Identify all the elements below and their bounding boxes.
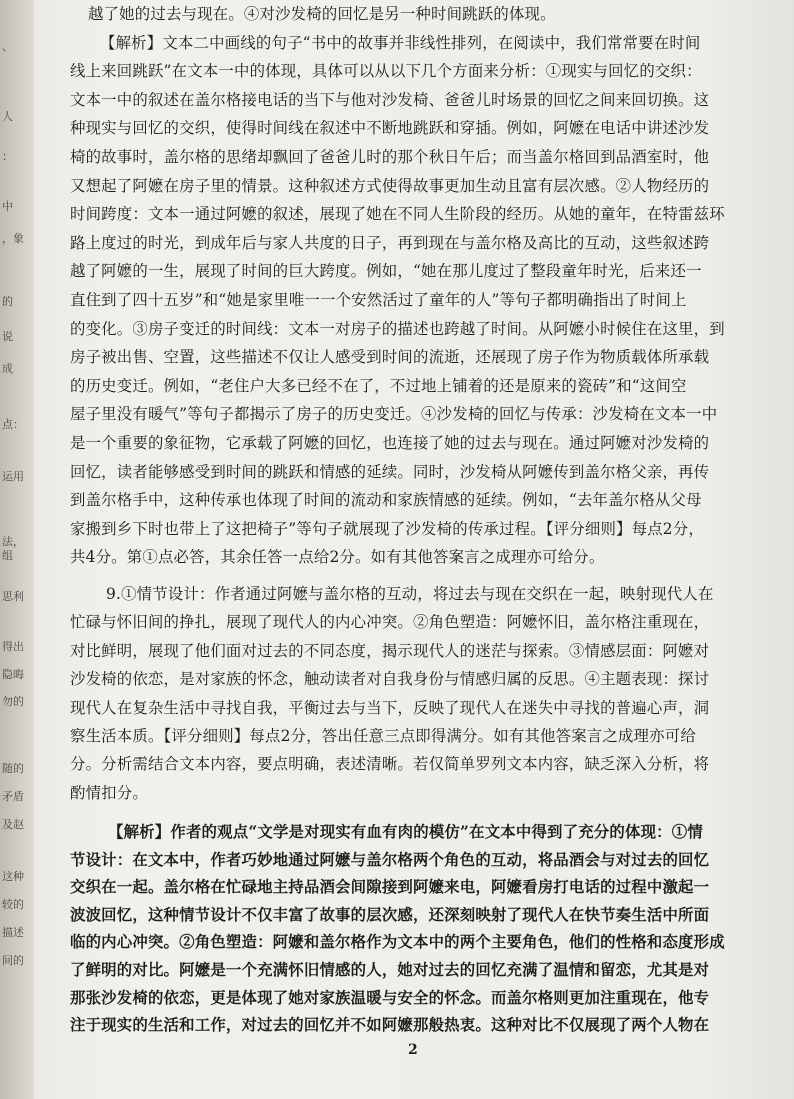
text-line: 线上来回跳跃”在文本一中的体现，具体可以从以下几个方面来分析：①现实与回忆的交织：	[70, 62, 702, 81]
margin-fragment: 思利	[2, 590, 24, 603]
margin-fragment: 较的	[2, 898, 24, 911]
margin-fragment: ，象	[2, 232, 24, 245]
margin-fragment: 法，组	[2, 535, 24, 562]
left-margin-binding	[0, 0, 34, 1099]
margin-fragment: 运用	[2, 470, 24, 483]
text-line: 是一个重要的象征物，它承载了阿嬷的回忆，也连接了她的过去与现在。通过阿嬷对沙发椅的	[70, 434, 710, 452]
margin-fragment: 间的	[2, 954, 24, 967]
margin-fragment: 描述	[2, 926, 24, 939]
margin-fragment: 成	[2, 362, 13, 375]
text-line: 注于现实的生活和工作，对过去的回忆并不如阿嬷那般热衷。这种对比不仅展现了两个人物在	[70, 1016, 710, 1035]
text-line: 种现实与回忆的交织，使得时间线在叙述中不断地跳跃和穿插。例如，阿嬷在电话中讲述沙发	[70, 119, 710, 138]
text-line: 了鲜明的对比。阿嬷是一个充满怀旧情感的人，她对过去的回忆充满了温情和留恋，尤其是对	[70, 961, 710, 979]
text-line: 节设计：在文本中，作者巧妙地通过阿嬷与盖尔格两个角色的互动，将品酒会与对过去的回忆	[70, 850, 710, 869]
text-line: 交织在一起。盖尔格在忙碌地主持品酒会间隙接到阿嬷来电，阿嬷看房打电话的过程中激起一	[70, 878, 710, 897]
margin-fragment: 中	[2, 200, 13, 213]
text-line: 时间跨度：文本一通过阿嬷的叙述，展现了她在不同人生阶段的经历。从她的童年，在特雷兹环	[70, 205, 725, 224]
text-line: 【解析】文本二中画线的句子“书中的故事并非线性排列，在阅读中，我们常常要在时间	[100, 33, 701, 52]
text-line: 路上度过的时光，到成年后与家人共度的日子，再到现在与盖尔格及高比的互动，这些叙述跨	[70, 233, 710, 252]
margin-fragment: 人	[2, 110, 13, 123]
text-line: 屋子里没有暖气”等句子都揭示了房子的历史变迁。④沙发椅的回忆与传承：沙发椅在文本一中	[70, 405, 718, 424]
margin-fragment: 说	[2, 330, 13, 343]
margin-fragment: 随的	[2, 762, 24, 775]
text-line: 的历史变迁。例如，“老住户大多已经不在了，不过地上铺着的还是原来的瓷砖”和“这间空	[70, 376, 687, 395]
text-line: 椅的故事时，盖尔格的思绪却飘回了爸爸儿时的那个秋日午后；而当盖尔格回到品酒室时，他	[70, 148, 710, 166]
text-line: 又想起了阿嬷在房子里的情景。这种叙述方式使得故事更加生动且富有层次感。②人物经历的	[70, 176, 710, 195]
margin-fragment: 矛盾	[2, 790, 24, 803]
text-line: 沙发椅的依恋，是对家族的怀念，触动读者对自我身份与情感归属的反思。④主题表现：探讨	[70, 670, 710, 689]
margin-fragment: 隐晦	[2, 668, 24, 681]
margin-fragment: ：	[2, 150, 13, 163]
text-line: 回忆，读者能够感受到时间的跳跃和情感的延续。同时，沙发椅从阿嬷传到盖尔格父亲，再传	[70, 462, 710, 481]
text-line: 分。分析需结合文本内容，要点明确，表述清晰。若仅简单罗列文本内容，缺乏深入分析，将	[70, 755, 710, 774]
text-line: 共4分。第①点必答，其余任答一点给2分。如有其他答案言之成理亦可给分。	[70, 548, 605, 567]
text-line: 房子被出售、空置，这些描述不仅让人感受到时间的流逝，还展现了房子作为物质载体所承载	[70, 348, 710, 367]
text-line: 到盖尔格手中，这种传承也体现了时间的流动和家族情感的延续。例如，“去年盖尔格从父母	[70, 491, 702, 510]
margin-fragment: 的	[2, 295, 13, 308]
text-line: 察生活本质。【评分细则】每点2分，答出任意三点即得满分。如有其他答案言之成理亦可给	[70, 727, 696, 745]
text-line: 【解析】作者的观点“文学是对现实有血有肉的模仿”在文本中得到了充分的体现：①情	[108, 823, 703, 841]
text-line: 家搬到乡下时也带上了这把椅子”等句子就展现了沙发椅的传承过程。【评分细则】每点2分，	[70, 519, 704, 538]
text-line: 那张沙发椅的依恋，更是体现了她对家族温暖与安全的怀念。而盖尔格则更加注重现在，他专	[70, 988, 710, 1007]
margin-fragment: 点：	[2, 418, 24, 431]
text-line: 波波回忆，这种情节设计不仅丰富了故事的层次感，还深刻映射了现代人在快节奏生活中所面	[70, 905, 710, 924]
page-number: 2	[408, 1042, 418, 1058]
text-line: 文本一中的叙述在盖尔格接电话的当下与他对沙发椅、爸爸儿时场景的回忆之间来回切换。这	[70, 90, 710, 109]
text-line: 临的内心冲突。②角色塑造：阿嬷和盖尔格作为文本中的两个主要角色，他们的性格和态度形成	[70, 933, 725, 952]
margin-fragment: 勿的	[2, 695, 24, 708]
margin-fragment: 这种	[2, 870, 24, 883]
text-line: 现代人在复杂生活中寻找自我，平衡过去与当下，反映了现代人在迷失中寻找的普遍心声，洞	[70, 698, 710, 717]
text-line: 越了阿嬷的一生，展现了时间的巨大跨度。例如，“她在那儿度过了整段童年时光，后来还一	[70, 262, 702, 281]
text-line: 直住到了四十五岁”和“她是家里唯一一个安然活过了童年的人”等句子都明确指出了时间上	[70, 291, 687, 309]
margin-fragment: 及赵	[2, 818, 24, 831]
text-line: 酌情扣分。	[70, 783, 148, 802]
margin-fragment: 、	[2, 40, 13, 53]
text-line: 对比鲜明，展现了他们面对过去的不同态度，揭示现代人的迷茫与探索。③情感层面：阿嬷对	[70, 641, 710, 660]
text-line: 9.①情节设计：作者通过阿嬷与盖尔格的互动，将过去与现在交织在一起，映射现代人在	[106, 585, 714, 603]
text-line: 忙碌与怀旧间的挣扎，展现了现代人的内心冲突。②角色塑造：阿嬷怀旧，盖尔格注重现在，	[70, 613, 710, 632]
text-line: 越了她的过去与现在。④对沙发椅的回忆是另一种时间跳跃的体现。	[88, 5, 556, 23]
text-line: 的变化。③房子变迁的时间线：文本一对房子的描述也跨越了时间。从阿嬷小时候住在这里，到	[70, 319, 725, 338]
margin-fragment: 得出	[2, 640, 24, 653]
